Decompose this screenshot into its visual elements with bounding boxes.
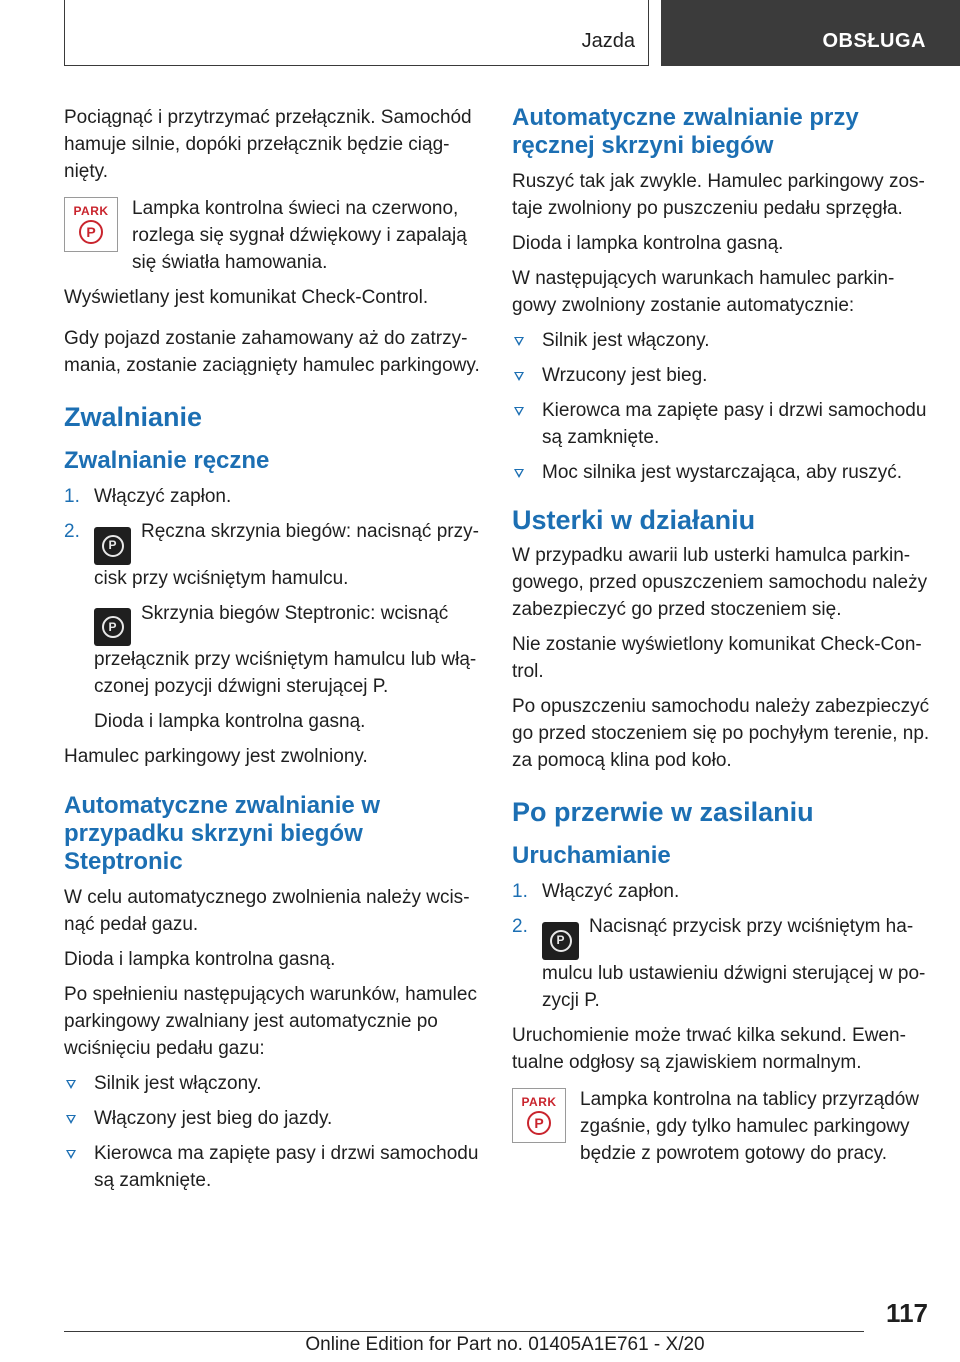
subsection-heading: Automatyczne zwalnianie przy ręcznej skrzyni biegów bbox=[512, 104, 859, 159]
triangle-bullet-icon bbox=[514, 407, 524, 416]
paragraph: Pociągnąć i przytrzymać przełącznik. Samochód hamuje silnie, dopóki przełącznik będzie ciągnięty. bbox=[64, 107, 472, 182]
bullet-text: Moc silnika jest wystarczająca, aby ruszyć. bbox=[542, 462, 903, 483]
running-header-chapter bbox=[661, 0, 960, 66]
park-icon-circle: P bbox=[79, 220, 103, 244]
paragraph: Po opuszczeniu samochodu należy zabezpieczyć go przed stoczeniem się po pochyłym terenie, np. za pomocą klina pod koło. bbox=[512, 696, 930, 771]
right-column bbox=[512, 104, 930, 1175]
list-item bbox=[64, 483, 482, 510]
step-number: 1. bbox=[64, 486, 80, 507]
step-number: 1. bbox=[512, 881, 528, 902]
list-item bbox=[512, 459, 930, 486]
triangle-bullet-icon bbox=[66, 1115, 76, 1124]
step-text: Włączyć zapłon. bbox=[94, 486, 232, 507]
button-glyph: P bbox=[102, 616, 124, 638]
parking-brake-button-icon bbox=[542, 922, 579, 960]
bullet-text: Silnik jest włączony. bbox=[542, 330, 710, 351]
chapter-label: OBSŁUGA bbox=[822, 30, 926, 52]
paragraph: W celu automatycznego zwolnienia należy wcisnąć pedał gazu. bbox=[64, 887, 470, 935]
button-glyph: P bbox=[550, 930, 572, 952]
step-sub-text: Dioda i lampka kontrolna gasną. bbox=[94, 711, 366, 732]
footer-edition-text: Online Edition for Part no. 01405A1E761 - X/20 bbox=[305, 1334, 705, 1355]
bullet-text: Kierowca ma zapięte pasy i drzwi samochodu są zamknięte. bbox=[94, 1143, 479, 1191]
sub-text: Skrzynia biegów Steptronic: wcisnąć przełącznik przy wciśniętym hamulcu lub włączonej pozycji dźwigni sterującej P. bbox=[94, 602, 477, 697]
park-icon-text: PARK bbox=[521, 1094, 557, 1109]
section-heading: Usterki w działaniu bbox=[512, 505, 756, 535]
paragraph: Gdy pojazd zostanie zahamowany aż do zatrzymania, zostanie zaciągnięty hamulec parkingowy. bbox=[64, 328, 480, 376]
note-text: Lampka kontrolna świeci na czerwono, rozlega się sygnał dźwiękowy i zapalają się światła hamowania. bbox=[132, 198, 467, 273]
list-item bbox=[512, 878, 930, 905]
triangle-bullet-icon bbox=[514, 469, 524, 478]
left-column bbox=[64, 104, 482, 1202]
paragraph: Hamulec parkingowy jest zwolniony. bbox=[64, 746, 368, 767]
section-heading: Zwalnianie bbox=[64, 402, 203, 432]
list-item bbox=[512, 397, 930, 451]
subsection-heading: Uruchamianie bbox=[512, 842, 671, 869]
parking-brake-button-icon bbox=[94, 527, 131, 565]
subsection-heading: Automatyczne zwalnianie w przypadku skrzyni biegów Steptronic bbox=[64, 792, 381, 875]
triangle-bullet-icon bbox=[66, 1150, 76, 1159]
list-item bbox=[64, 1105, 482, 1132]
paragraph: W przypadku awarii lub usterki hamulca parkingowego, przed opuszczeniem samochodu należy zabezpieczyć go przed stoczeniem się. bbox=[512, 545, 928, 620]
page-number: 117 bbox=[886, 1298, 928, 1328]
paragraph: Ruszyć tak jak zwykle. Hamulec parkingowy zostaje zwolniony po puszczeniu pedału sprzęgła. bbox=[512, 171, 925, 219]
step-text: Włączyć zapłon. bbox=[542, 881, 680, 902]
park-lamp-note bbox=[512, 1086, 930, 1167]
button-glyph: P bbox=[102, 535, 124, 557]
bullet-text: Wrzucony jest bieg. bbox=[542, 365, 708, 386]
paragraph: Dioda i lampka kontrolna gasną. bbox=[512, 233, 784, 254]
step-sub-text bbox=[94, 600, 482, 701]
list-item bbox=[512, 362, 930, 389]
paragraph: Uruchomienie może trwać kilka sekund. Ewentualne odgłosy są zjawiskiem normalnym. bbox=[512, 1024, 906, 1073]
paragraph: W następujących warunkach hamulec parkingowy zwolniony zostanie automatycznie: bbox=[512, 268, 895, 316]
paragraph: Nie zostanie wyświetlony komunikat Check-Control. bbox=[512, 634, 922, 682]
park-icon-text: PARK bbox=[73, 204, 109, 218]
step-number: 2. bbox=[512, 916, 528, 937]
paragraph: Dioda i lampka kontrolna gasną. bbox=[64, 949, 336, 970]
section-heading: Po przerwie w zasilaniu bbox=[512, 797, 814, 827]
paragraph: Wyświetlany jest komunikat Check-Control. bbox=[64, 287, 429, 308]
running-header-section: Jazda bbox=[581, 30, 635, 52]
step-text: Nacisnąć przycisk przy wciśniętym hamulcu lub ustawieniu dźwigni sterującej w pozycji P. bbox=[542, 916, 926, 1011]
park-brake-warning-icon bbox=[64, 197, 118, 252]
steps-list bbox=[512, 878, 930, 1014]
triangle-bullet-icon bbox=[66, 1080, 76, 1089]
steps-list bbox=[64, 483, 482, 735]
list-item bbox=[512, 327, 930, 354]
list-item bbox=[64, 518, 482, 735]
triangle-bullet-icon bbox=[514, 372, 524, 381]
parking-brake-button-icon bbox=[94, 608, 131, 646]
step-text: Ręczna skrzynia biegów: nacisnąć przycisk przy wciśniętym hamulcu. bbox=[94, 521, 479, 589]
bullet-text: Silnik jest włączony. bbox=[94, 1073, 262, 1094]
park-brake-warning-icon bbox=[512, 1088, 566, 1143]
note-text: Lampka kontrolna na tablicy przyrządów zgaśnie, gdy tylko hamulec parkingowy będzie z powrotem gotowy do pracy. bbox=[580, 1088, 920, 1164]
park-icon-circle: P bbox=[527, 1111, 551, 1135]
list-item bbox=[64, 1140, 482, 1194]
list-item bbox=[512, 913, 930, 1014]
step-number: 2. bbox=[64, 521, 80, 542]
triangle-bullet-icon bbox=[514, 337, 524, 346]
conditions-list bbox=[512, 327, 930, 486]
park-lamp-note bbox=[64, 195, 482, 276]
paragraph: Po spełnieniu następujących warunków, hamulec parkingowy zwalniany jest automatycznie po wciśnięciu pedału gazu: bbox=[64, 984, 477, 1059]
header-frame bbox=[64, 0, 649, 66]
conditions-list bbox=[64, 1070, 482, 1194]
subsection-heading: Zwalnianie ręczne bbox=[64, 447, 270, 474]
footer-divider bbox=[64, 1331, 864, 1332]
bullet-text: Kierowca ma zapięte pasy i drzwi samochodu są zamknięte. bbox=[542, 400, 927, 448]
list-item bbox=[64, 1070, 482, 1097]
bullet-text: Włączony jest bieg do jazdy. bbox=[94, 1108, 333, 1129]
